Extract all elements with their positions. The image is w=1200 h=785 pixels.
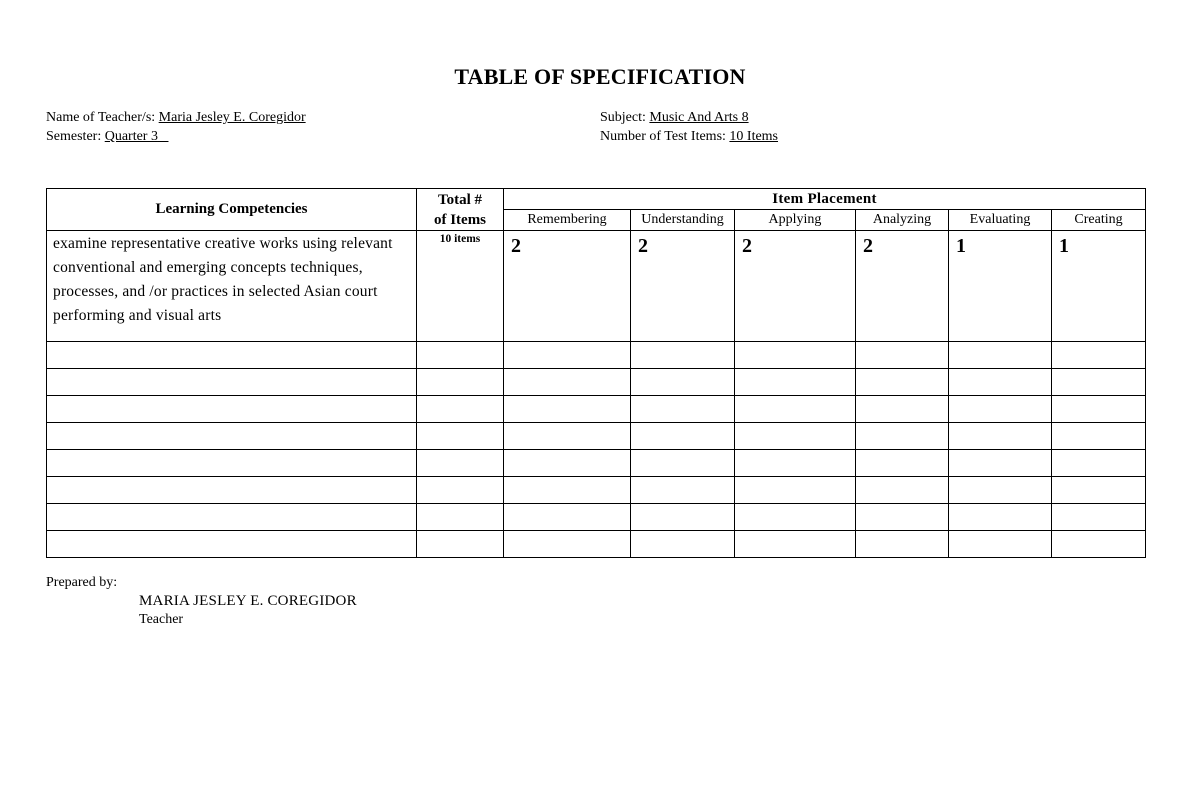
header-understanding: Understanding	[631, 210, 735, 231]
teacher-line	[46, 108, 306, 127]
preparer-role: Teacher	[139, 612, 184, 627]
preparer-name: MARIA JESLEY E. COREGIDOR	[139, 593, 357, 609]
semester-line	[46, 127, 306, 146]
meta-right	[600, 108, 778, 146]
header-applying: Applying	[735, 210, 856, 231]
remembering-cell: 2	[504, 231, 631, 342]
header-total-line2: of Items	[433, 211, 487, 228]
teacher-label: Name of Teacher/s:	[46, 110, 156, 125]
empty-table-row	[47, 504, 1146, 531]
specification-table	[46, 188, 1146, 558]
empty-table-row	[47, 369, 1146, 396]
table-row	[47, 231, 1146, 342]
prepared-by-label: Prepared by:	[46, 575, 118, 590]
header-row-1	[47, 189, 1146, 210]
test-items-label: Number of Test Items:	[600, 129, 726, 144]
page-title: TABLE OF SPECIFICATION	[454, 64, 746, 89]
header-analyzing: Analyzing	[856, 210, 949, 231]
empty-table-row	[47, 342, 1146, 369]
test-items-line	[600, 127, 778, 146]
header-evaluating: Evaluating	[949, 210, 1052, 231]
meta-left	[46, 108, 306, 146]
subject-value: Music And Arts 8	[649, 110, 749, 125]
header-remembering: Remembering	[504, 210, 631, 231]
semester-value: Quarter 3	[104, 129, 158, 144]
header-item-placement: Item Placement	[504, 189, 1146, 210]
header-learning-competencies: Learning Competencies	[47, 189, 417, 231]
header-creating: Creating	[1052, 210, 1146, 231]
analyzing-cell: 2	[856, 231, 949, 342]
empty-table-row	[47, 423, 1146, 450]
header-total-line1: Total #	[437, 191, 483, 208]
teacher-value: Maria Jesley E. Coregidor	[158, 110, 306, 125]
test-items-value: 10 Items	[729, 129, 779, 144]
subject-line	[600, 108, 778, 127]
understanding-cell: 2	[631, 231, 735, 342]
competency-cell: examine representative creative works using relevant conventional and emerging concepts techniques, processes, and /or practices in selected Asian court performing and visual arts	[47, 231, 417, 342]
subject-label: Subject:	[600, 110, 646, 125]
empty-table-row	[47, 396, 1146, 423]
empty-table-row	[47, 477, 1146, 504]
total-items-cell: 10 items	[417, 231, 504, 342]
header-total-items	[417, 189, 504, 231]
creating-cell: 1	[1052, 231, 1146, 342]
semester-label: Semester:	[46, 129, 102, 144]
empty-table-row	[47, 450, 1146, 477]
applying-cell: 2	[735, 231, 856, 342]
empty-table-row	[47, 531, 1146, 558]
evaluating-cell: 1	[949, 231, 1052, 342]
